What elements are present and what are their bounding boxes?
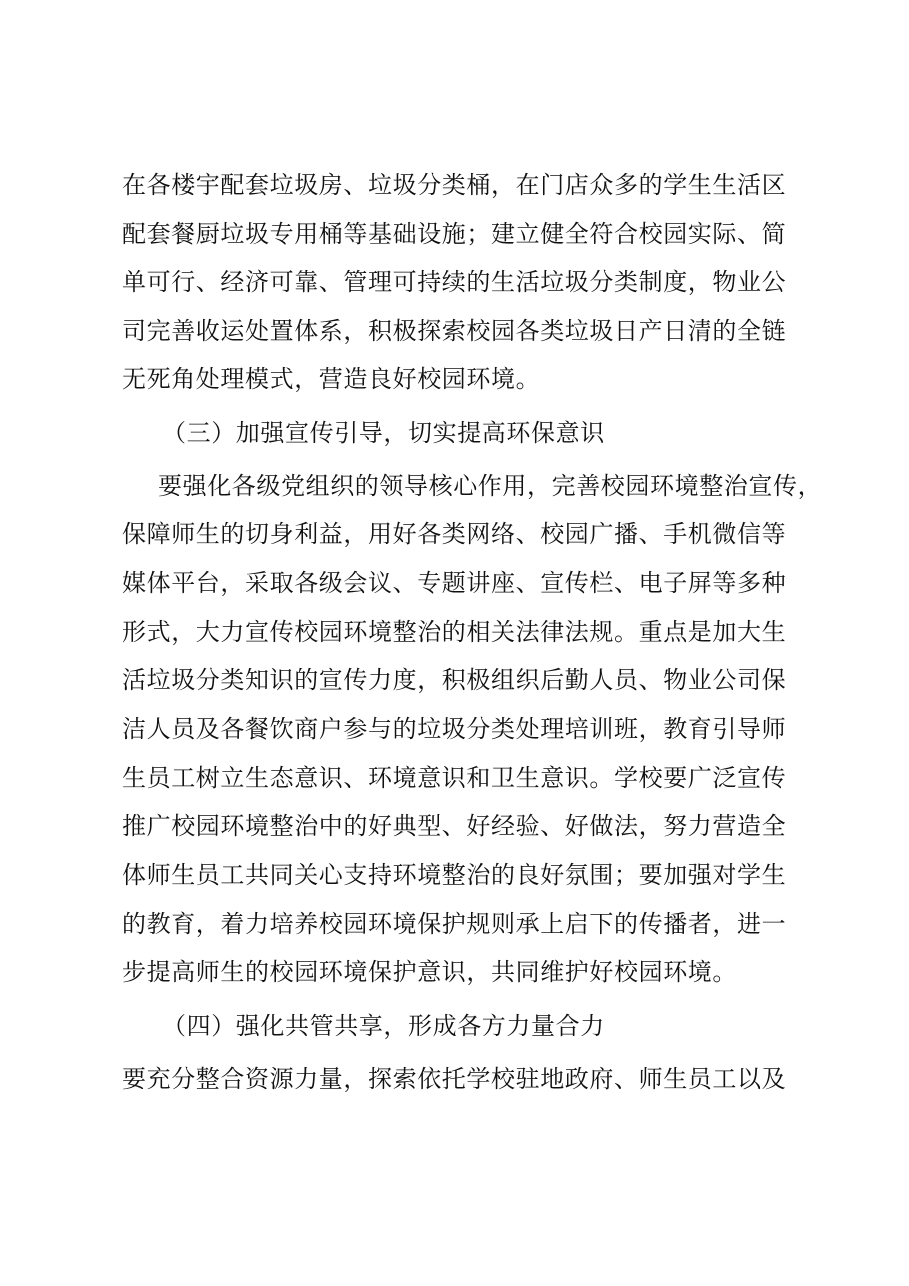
paragraph-line: 活垃圾分类知识的宣传力度，积极组织后勤人员、物业公司保	[122, 666, 787, 694]
paragraph-line: 的教育，着力培养校园环境保护规则承上启下的传播者，进一	[122, 910, 787, 938]
paragraph-line: 媒体平台，采取各级会议、专题讲座、宣传栏、电子屏等多种	[122, 569, 787, 597]
paragraph-line: 司完善收运处置体系，积极探索校园各类垃圾日产日清的全链	[122, 317, 787, 345]
paragraph-line: 保障师生的切身利益，用好各类网络、校园广播、手机微信等	[122, 520, 787, 548]
paragraph-line: 要强化各级党组织的领导核心作用，完善校园环境整治宣传，	[158, 472, 823, 500]
paragraph-line: 步提高师生的校园环境保护意识，共同维护好校园环境。	[122, 958, 737, 986]
section-heading-3: （三）加强宣传引导，切实提高环保意识	[162, 419, 605, 447]
section-heading-4: （四）强化共管共享，形成各方力量合力	[162, 1012, 605, 1040]
paragraph-line: 在各楼宇配套垃圾房、垃圾分类桶，在门店众多的学生生活区	[122, 171, 787, 199]
paragraph-line: 形式，大力宣传校园环境整治的相关法律法规。重点是加大生	[122, 618, 787, 646]
paragraph-line: 洁人员及各餐饮商户参与的垃圾分类处理培训班，教育引导师	[122, 715, 787, 743]
paragraph-line: 体师生员工共同关心支持环境整治的良好氛围；要加强对学生	[122, 861, 787, 889]
paragraph-line: 推广校园环境整治中的好典型、好经验、好做法，努力营造全	[122, 812, 787, 840]
paragraph-line: 无死角处理模式，营造良好校园环境。	[122, 365, 541, 393]
paragraph-line: 单可行、经济可靠、管理可持续的生活垃圾分类制度，物业公	[122, 268, 787, 296]
paragraph-line: 生员工树立生态意识、环境意识和卫生意识。学校要广泛宣传	[122, 764, 787, 792]
paragraph-line: 配套餐厨垃圾专用桶等基础设施；建立健全符合校园实际、简	[122, 220, 787, 248]
paragraph-line: 要充分整合资源力量，探索依托学校驻地政府、师生员工以及	[122, 1065, 787, 1093]
